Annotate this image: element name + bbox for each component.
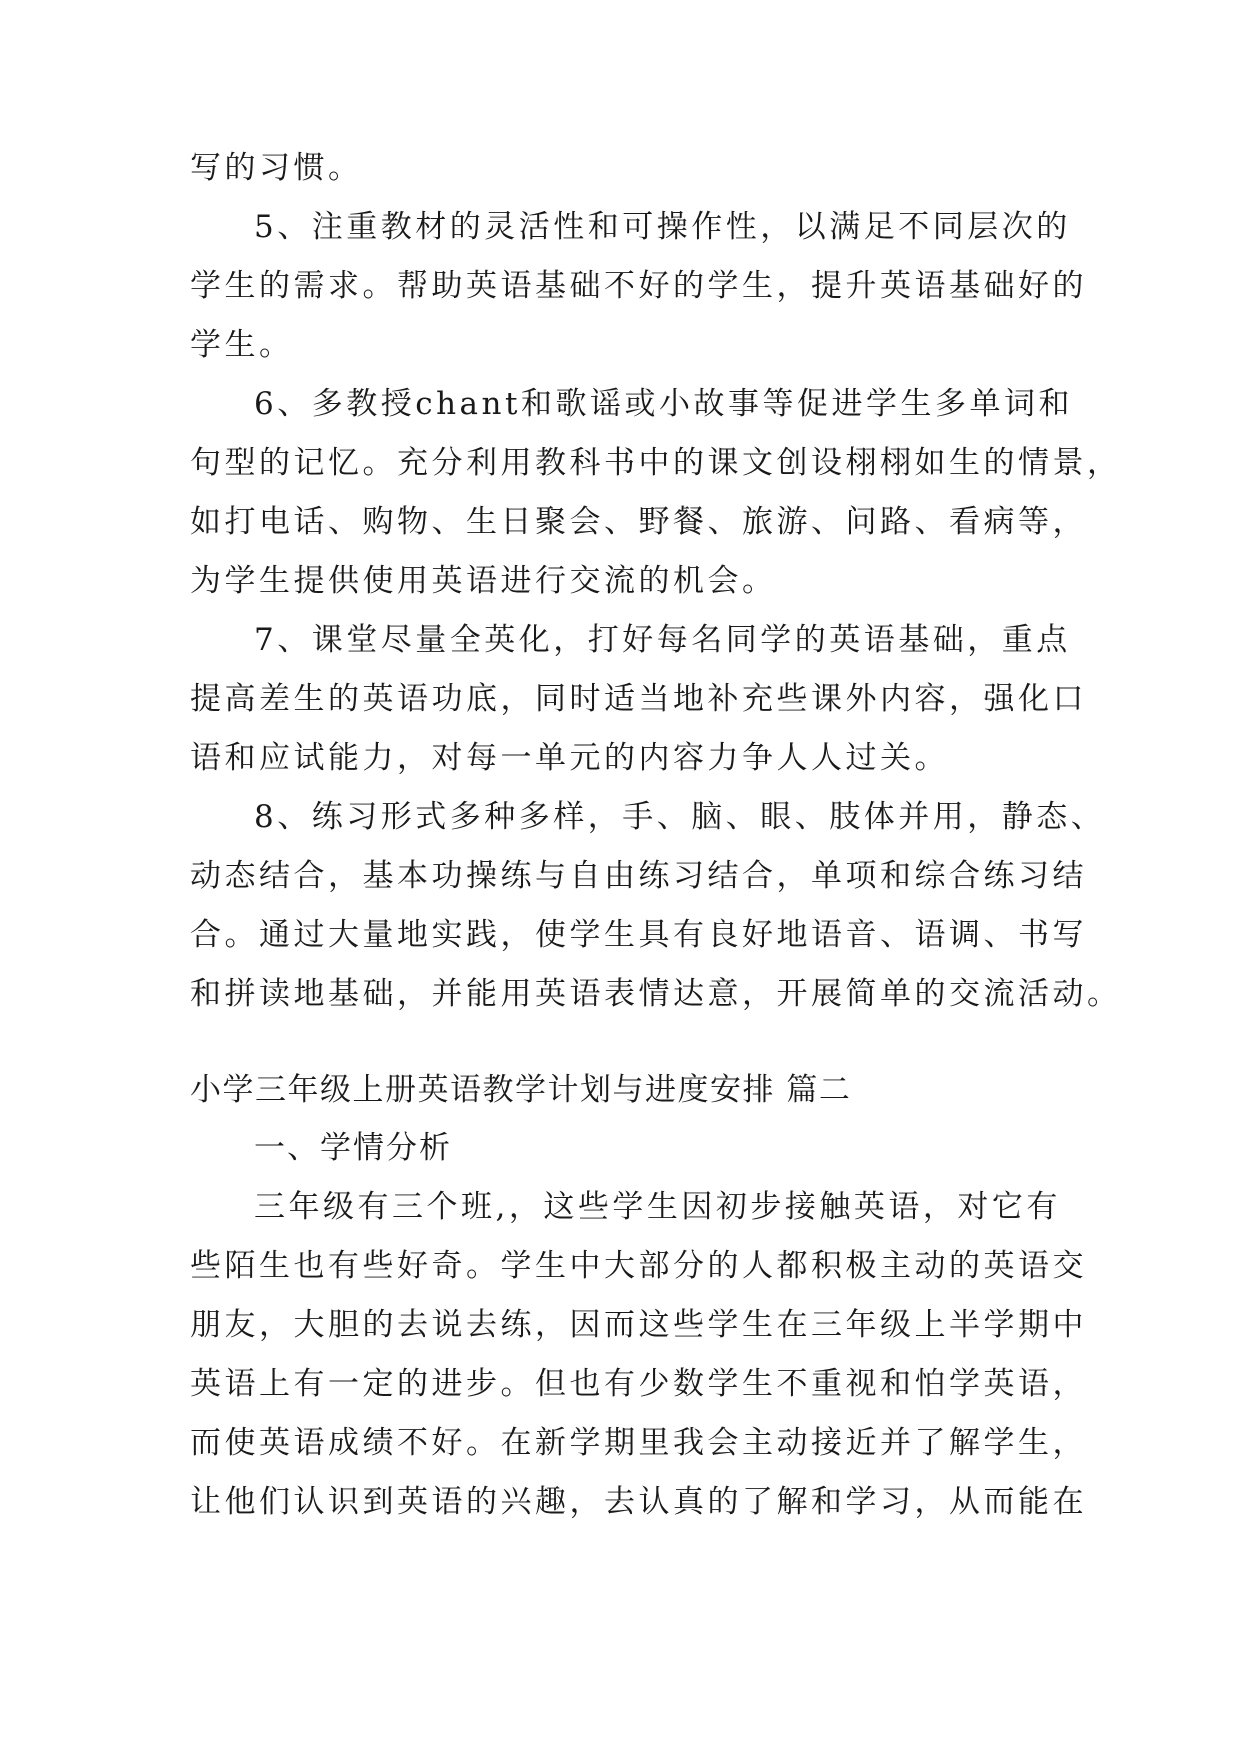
text-line: 学生。 — [190, 327, 294, 363]
text-line: 让他们认识到英语的兴趣，去认真的了解和学习，从而能在 — [190, 1484, 1087, 1520]
text-line: 5、注重教材的灵活性和可操作性，以满足不同层次的 — [254, 209, 1071, 245]
text-line: 三年级有三个班,，这些学生因初步接触英语，对它有 — [254, 1189, 1061, 1225]
text-line: 动态结合，基本功操练与自由练习结合，单项和综合练习结 — [190, 858, 1087, 894]
text-line: 提高差生的英语功底，同时适当地补充些课外内容，强化口 — [190, 681, 1087, 717]
text-line: 7、课堂尽量全英化，打好每名同学的英语基础，重点 — [254, 622, 1071, 658]
text-line: 句型的记忆。充分利用教科书中的课文创设栩栩如生的情景， — [190, 445, 1122, 481]
text-line: 些陌生也有些好奇。学生中大部分的人都积极主动的英语交 — [190, 1248, 1087, 1284]
text-line: 为学生提供使用英语进行交流的机会。 — [190, 563, 777, 599]
text-line: 语和应试能力，对每一单元的内容力争人人过关。 — [190, 740, 949, 776]
section-heading: 小学三年级上册英语教学计划与进度安排 篇二 — [190, 1072, 852, 1108]
text-line: 朋友，大胆的去说去练，因而这些学生在三年级上半学期中 — [190, 1307, 1087, 1343]
text-line: 而使英语成绩不好。在新学期里我会主动接近并了解学生， — [190, 1425, 1087, 1461]
subsection-heading: 一、学情分析 — [254, 1130, 452, 1166]
text-line: 如打电话、购物、生日聚会、野餐、旅游、问路、看病等， — [190, 504, 1087, 540]
text-line: 和拼读地基础，并能用英语表情达意，开展简单的交流活动。 — [190, 976, 1122, 1012]
text-line: 英语上有一定的进步。但也有少数学生不重视和怕学英语， — [190, 1366, 1087, 1402]
text-line: 写的习惯。 — [190, 150, 363, 186]
text-line: 合。通过大量地实践，使学生具有良好地语音、语调、书写 — [190, 917, 1087, 953]
text-line: 学生的需求。帮助英语基础不好的学生，提升英语基础好的 — [190, 268, 1087, 304]
text-line: 8、练习形式多种多样，手、脑、眼、肢体并用，静态、 — [254, 799, 1106, 835]
text-line: 6、多教授chant和歌谣或小故事等促进学生多单词和 — [254, 386, 1073, 422]
